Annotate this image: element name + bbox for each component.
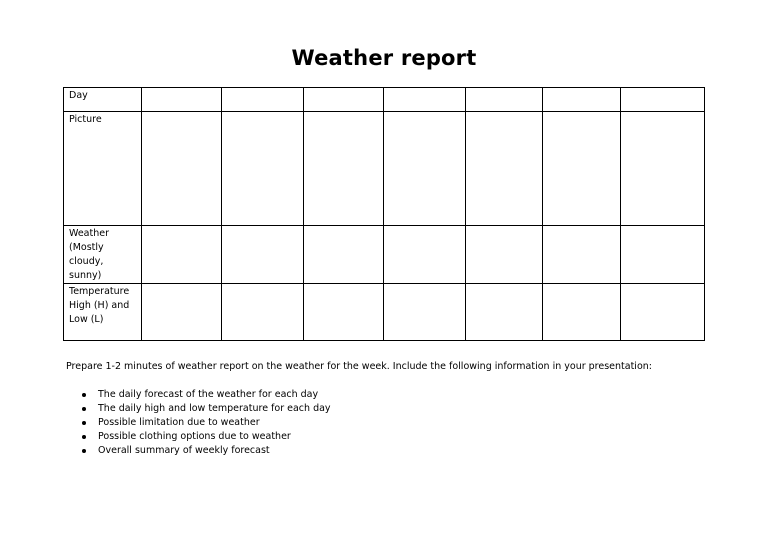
day-cell[interactable] — [384, 88, 466, 112]
instructions-text: Prepare 1-2 minutes of weather report on the weather for the week. Include the following information in your presentation: — [66, 361, 652, 372]
weather-label-line: (Mostly — [69, 242, 104, 253]
temperature-label-line: Low (L) — [69, 314, 104, 325]
bullet-icon — [82, 407, 86, 411]
picture-cell[interactable] — [304, 112, 384, 226]
temperature-label-line: Temperature — [69, 286, 130, 297]
weather-label-line: Weather — [69, 228, 109, 239]
task-text: Possible limitation due to weather — [98, 417, 260, 428]
weather-label-line: cloudy, sunny) — [69, 256, 104, 281]
weather-row-label — [64, 226, 142, 284]
bullet-icon — [82, 449, 86, 453]
page-title: Weather report — [291, 46, 477, 70]
picture-row — [64, 112, 705, 226]
temperature-cell[interactable] — [384, 284, 466, 341]
day-cell[interactable] — [466, 88, 543, 112]
picture-cell[interactable] — [222, 112, 304, 226]
weather-cell[interactable] — [543, 226, 621, 284]
picture-row-label: Picture — [64, 112, 142, 226]
picture-cell[interactable] — [621, 112, 705, 226]
picture-cell[interactable] — [543, 112, 621, 226]
day-row-label: Day — [64, 88, 142, 112]
list-item — [80, 402, 331, 416]
weather-report-table — [63, 87, 705, 341]
list-item — [80, 388, 331, 402]
temperature-cell[interactable] — [142, 284, 222, 341]
task-text: The daily forecast of the weather for each day — [98, 389, 319, 400]
temperature-cell[interactable] — [222, 284, 304, 341]
picture-cell[interactable] — [466, 112, 543, 226]
temperature-label-line: High (H) and — [69, 300, 130, 311]
list-item — [80, 430, 331, 444]
day-cell[interactable] — [142, 88, 222, 112]
temperature-row-label — [64, 284, 142, 341]
weather-cell[interactable] — [621, 226, 705, 284]
day-cell[interactable] — [222, 88, 304, 112]
task-text: Possible clothing options due to weather — [98, 431, 291, 442]
temperature-row — [64, 284, 705, 341]
temperature-cell[interactable] — [543, 284, 621, 341]
bullet-icon — [82, 421, 86, 425]
weather-cell[interactable] — [142, 226, 222, 284]
day-cell[interactable] — [304, 88, 384, 112]
picture-cell[interactable] — [142, 112, 222, 226]
task-list — [80, 388, 331, 458]
bullet-icon — [82, 393, 86, 397]
weather-row — [64, 226, 705, 284]
day-row — [64, 88, 705, 112]
weather-cell[interactable] — [222, 226, 304, 284]
temperature-cell[interactable] — [621, 284, 705, 341]
picture-cell[interactable] — [384, 112, 466, 226]
temperature-cell[interactable] — [304, 284, 384, 341]
list-item — [80, 416, 331, 430]
weather-cell[interactable] — [384, 226, 466, 284]
day-cell[interactable] — [543, 88, 621, 112]
weather-cell[interactable] — [304, 226, 384, 284]
task-text: The daily high and low temperature for each day — [98, 403, 331, 414]
temperature-cell[interactable] — [466, 284, 543, 341]
task-text: Overall summary of weekly forecast — [98, 445, 270, 456]
weather-cell[interactable] — [466, 226, 543, 284]
list-item — [80, 444, 331, 458]
day-cell[interactable] — [621, 88, 705, 112]
bullet-icon — [82, 435, 86, 439]
